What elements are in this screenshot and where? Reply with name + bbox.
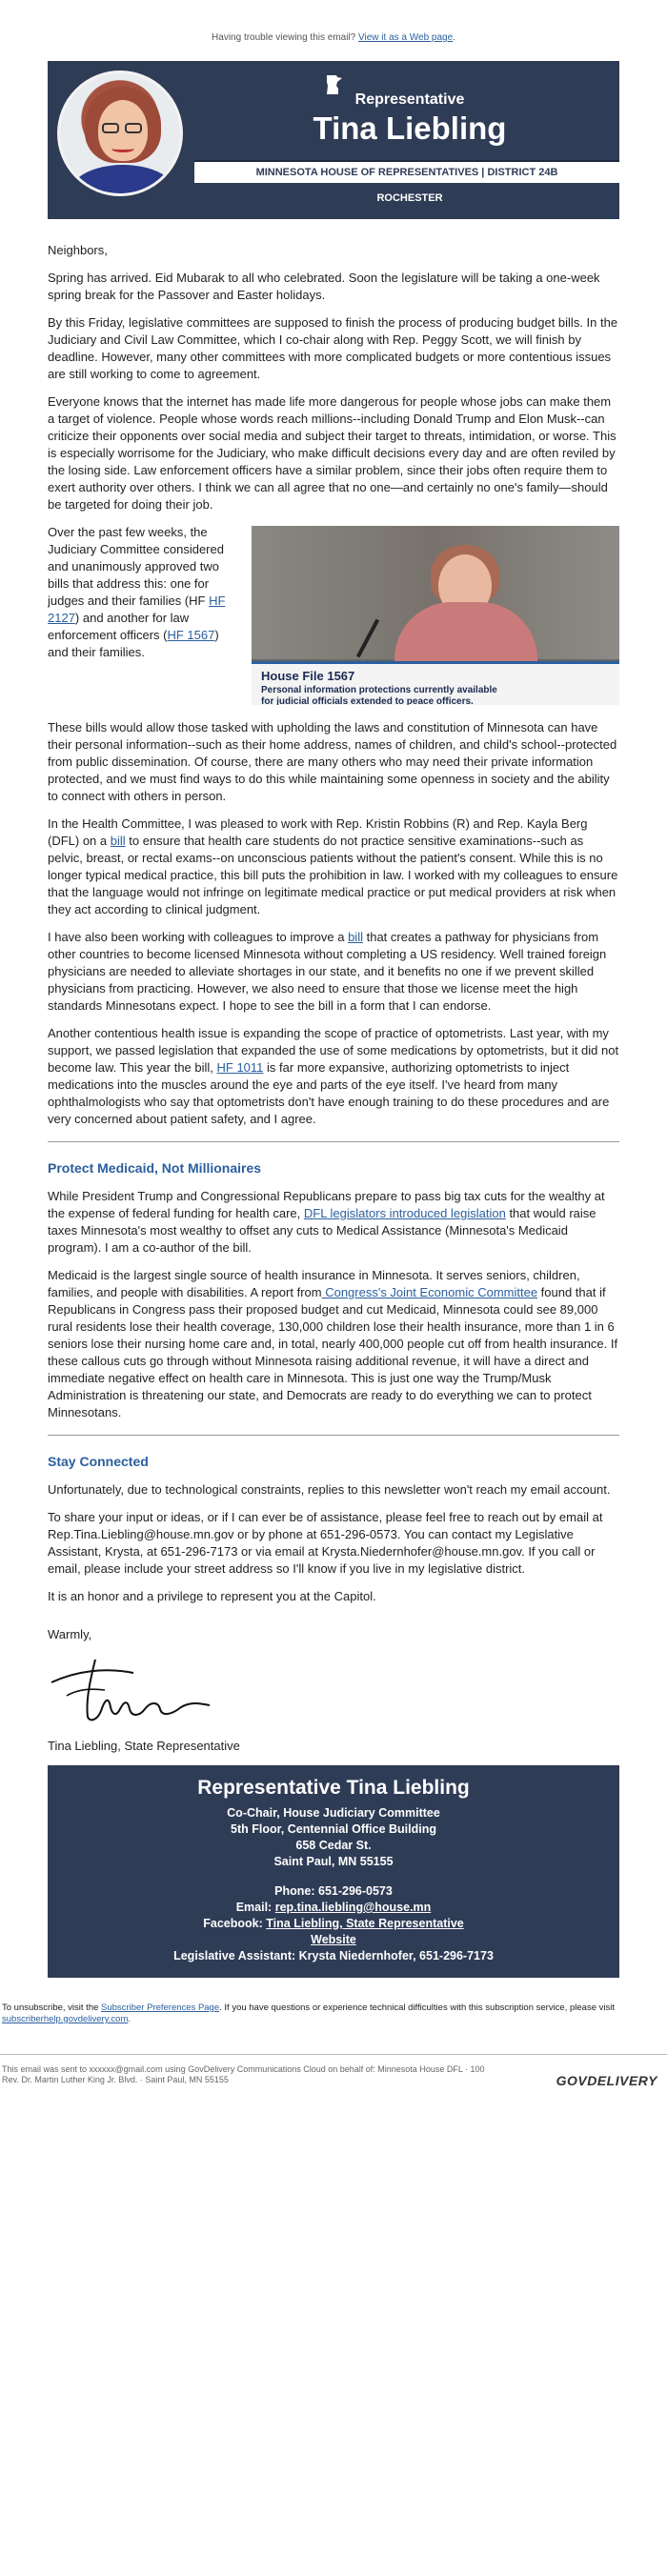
footer-facebook-label: Facebook:	[203, 1917, 267, 1930]
photo-caption-line-2: for judicial officials extended to peace officers.	[261, 696, 474, 705]
footer-office: 5th Floor, Centennial Office Building	[231, 1822, 436, 1836]
paragraph-budget-bills: By this Friday, legislative committees are supposed to finish the process of producing budget bills. In the Judiciary and Civil Law Committee, which I co-chair along with Rep. Peggy Scott, we will finish by deadline. However, many other committees with more complicated budgets or more contentious issues are still working to come to agreement.	[48, 315, 618, 381]
header-city: ROCHESTER	[376, 192, 443, 204]
web-view-link[interactable]: View it as a Web page	[358, 32, 454, 43]
paragraph-health-committee	[48, 815, 619, 918]
paragraph-medicaid-b: found that if Republicans in Congress pass their proposed budget and cut Medicaid, Minnesota could see 89,000 rural residents lose their health coverage, 130,000 children lose their health insurance, more than 1 in 6 seniors lose their nursing home care and, in total, nearly 400,000 people cut off from health insurance. If these callous cuts go through without Minnesota raising additional revenue, it will have a direct and immediate negative effect on health care in Minnesota. This is just one way the Trump/Musk Administration is threatening our state, and Democrats are ready to do everything we can to protect Minnesotans.	[48, 1285, 618, 1419]
newsletter-header	[48, 61, 619, 219]
link-physician-bill[interactable]: bill	[348, 930, 363, 944]
paragraph-optometrists-a: Another contentious health issue is expanding the scope of practice of optometrists. Last year, with my support, we passed legislation that expanded the use of some medications by optometrists, but it did not become law. This year the bill,	[48, 1026, 619, 1075]
footer-title: Representative Tina Liebling	[197, 1777, 470, 1799]
paragraph-optometrists	[48, 1025, 619, 1128]
footer-committee: Co-Chair, House Judiciary Committee	[227, 1806, 440, 1820]
paragraph-personal-info: These bills would allow those tasked with upholding the laws and constitution of Minnesota can have their personal information--such as their home address, names of children, and child's school--protected from public dissemination. Of course, there are many others who may need their private information protected, and we must find ways to do this while maintaining some openness in society and the ability to connect with others in person.	[48, 720, 617, 803]
paragraph-health-b: to ensure that health care students do not practice sensitive examinations--such as pelvic, breast, or rectal exams--on unconscious patients without the patient's consent. While this is no longer typical medical practice, this bill puts the prohibition in law. I worked with my colleagues to ensure that the language would not infringe on legitimate medical practice or put medical providers at risk when they act according to clinical judgment.	[48, 834, 618, 916]
header-representative-name: Tina Liebling	[313, 111, 507, 146]
paragraph-replies: Unfortunately, due to technological constraints, replies to this newsletter won't reach my email account.	[48, 1482, 611, 1497]
web-view-note	[0, 0, 667, 61]
signature-icon	[48, 1654, 257, 1726]
govdelivery-logo: GOVDELIVERY	[556, 2073, 657, 2088]
sender-line-2: Rev. Dr. Martin Luther King Jr. Blvd. · Saint Paul, MN 55155	[2, 2075, 229, 2084]
link-joint-economic-committee[interactable]: Congress's Joint Economic Committee	[321, 1285, 538, 1299]
paragraph-honor: It is an honor and a privilege to represent you at the Capitol.	[48, 1589, 376, 1603]
paragraph-medicaid-a: Medicaid is the largest single source of health insurance in Minnesota. It serves seniors, children, families, and people with disabilities. A report from	[48, 1268, 580, 1299]
footer-website-link[interactable]: Website	[311, 1933, 356, 1946]
link-hf-1567[interactable]: HF 1567	[167, 628, 215, 642]
divider	[48, 1141, 619, 1142]
paragraph-medicaid-report	[48, 1267, 619, 1421]
paragraph-health-a: In the Health Committee, I was pleased to work with Rep. Kristin Robbins (R) and Rep. Kayla Berg (DFL) on a	[48, 816, 588, 848]
paragraph-physicians-b: that creates a pathway for physicians from other countries to become licensed Minnesota without completing a US residency. Well trained foreign physicians are needed to alleviate shortages in our state, and it benefits no one if we prevent skilled physicians from practicing. However, we also need to ensure that those we license meet the high standards Minnesotans expect. I hope to see the bill in a form that I can endorse.	[48, 930, 607, 1013]
footer-website-row	[57, 1932, 610, 1948]
paragraph-spring: Spring has arrived. Eid Mubarak to all who celebrated. Soon the legislature will be taking a one-week spring break for the Passover and Easter holidays.	[48, 271, 600, 302]
unsubscribe-text-a: To unsubscribe, visit the	[2, 2002, 102, 2013]
photo-caption	[252, 661, 619, 705]
web-view-text: Having trouble viewing this email?	[212, 32, 359, 43]
link-hf-2127[interactable]: HF 2127	[48, 594, 226, 625]
paragraph-tax-b: that would raise taxes Minnesota's most wealthy to offset any cuts to Medical Assistance (Minnesota's Medicaid program). I am a co-author of the bill.	[48, 1206, 596, 1255]
unsubscribe-text-b: . If you have questions or experience technical difficulties with this subscription service, please visit	[219, 2002, 615, 2013]
judiciary-bills-section	[48, 524, 619, 709]
sender-info	[0, 2054, 667, 2102]
unsubscribe-text-c: .	[128, 2014, 131, 2024]
footer-email-label: Email:	[235, 1901, 275, 1914]
footer-facebook-row	[57, 1916, 610, 1932]
unsubscribe-note	[0, 2002, 667, 2025]
footer-street: 658 Cedar St.	[295, 1839, 372, 1852]
paragraph-tax-cuts	[48, 1188, 619, 1257]
contact-footer	[48, 1765, 619, 1978]
paragraph-internet-danger: Everyone knows that the internet has made life more dangerous for people whose jobs can make them a target of violence. People whose words reach millions--including Donald Trump and Elon Musk--can criticize their opponents over social media and subject their target to threats, intimidation, or worse. This is especially worrisome for the Judiciary, who make difficult decisions every day and are often reviled by the losing side. Law enforcement officers have a similar problem, since their jobs often require them to exert authority over others. I think we can all agree that no one—and certainly no one's family—should be targeted for doing their job.	[48, 394, 616, 512]
paragraph-tax-a: While President Trump and Congressional Republicans prepare to pass big tax cuts for the wealthy at the expense of federal funding for health care,	[48, 1189, 605, 1220]
header-representative-label: Representative	[354, 91, 465, 108]
paragraph-physicians-a: I have also been working with colleagues to improve a	[48, 930, 349, 944]
footer-phone: Phone: 651-296-0573	[274, 1884, 393, 1898]
paragraph-foreign-physicians	[48, 929, 619, 1015]
heading-protect-medicaid: Protect Medicaid, Not Millionaires	[48, 1160, 262, 1176]
closing: Warmly,	[48, 1627, 92, 1641]
greeting: Neighbors,	[48, 243, 108, 257]
link-dfl-legislation[interactable]: DFL legislators introduced legislation	[303, 1206, 506, 1220]
footer-city: Saint Paul, MN 55155	[273, 1855, 394, 1868]
footer-facebook-link[interactable]: Tina Liebling, State Representative	[266, 1917, 464, 1930]
footer-assistant: Legislative Assistant: Krysta Niedernhofer, 651-296-7173	[173, 1949, 494, 1962]
sender-line-1: This email was sent to xxxxxx@gmail.com using GovDelivery Communications Cloud on behalf of: Minnesota House DFL · 100	[2, 2064, 485, 2074]
divider	[48, 1435, 619, 1436]
link-hf-1011[interactable]: HF 1011	[216, 1060, 264, 1075]
paragraph-optometrists-b: is far more expansive, authorizing optometrists to inject medications into the muscles around the eye and parts of the eye itself. I've heard from many ophthalmologists who say that optometrists don't have enough training to do these procedures and are very concerned about patient safety, and I agree.	[48, 1060, 610, 1126]
footer-email-row	[57, 1900, 610, 1916]
hearing-photo	[252, 526, 619, 705]
newsletter-body	[48, 219, 619, 1755]
web-view-end: .	[453, 32, 455, 43]
subscriber-help-link[interactable]: subscriberhelp.govdelivery.com	[2, 2014, 129, 2024]
heading-stay-connected: Stay Connected	[48, 1454, 149, 1469]
link-exam-bill[interactable]: bill	[110, 834, 126, 848]
subscriber-preferences-link[interactable]: Subscriber Preferences Page	[101, 2002, 220, 2013]
paragraph-judiciary-a: Over the past few weeks, the Judiciary Committee considered and unanimously approved two bills that address this: one for judges and their families (HF	[48, 525, 224, 608]
paragraph-judiciary-b: ) and another for law enforcement officers (	[48, 611, 190, 642]
paragraph-judiciary-c: ) and their families.	[48, 628, 219, 659]
photo-caption-title: House File 1567	[261, 669, 355, 683]
signature	[48, 1654, 619, 1726]
photo-caption-line-1: Personal information protections currently available	[261, 685, 497, 695]
header-district-bar: MINNESOTA HOUSE OF REPRESENTATIVES | DISTRICT 24B	[194, 160, 619, 183]
paragraph-contact: To share your input or ideas, or if I can ever be of assistance, please feel free to reach out by email at Rep.Tina.Liebling@house.mn.gov or by phone at 651-296-0573. You can contact my Legislative Assistant, Krysta, at 651-296-7173 or via email at Krysta.Niedernhofer@house.mn.gov. If you call or email, please include your street address so I'll know if you live in my legislative district.	[48, 1510, 603, 1576]
representative-photo	[57, 70, 183, 196]
signature-name: Tina Liebling, State Representative	[48, 1739, 240, 1753]
footer-email-link[interactable]: rep.tina.liebling@house.mn	[274, 1901, 432, 1914]
